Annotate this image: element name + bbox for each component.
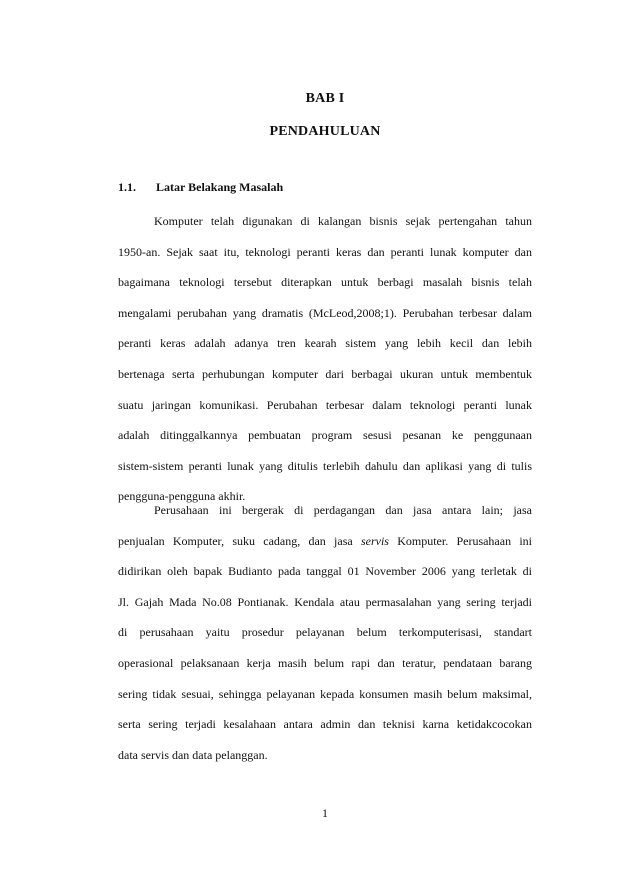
paragraph-line: didirikan oleh bapak Budianto pada tanggal 01 November 2006 yang terletak di bbox=[118, 564, 532, 579]
paragraph-line: sistem-sistem peranti lunak yang ditulis terlebih dahulu dan aplikasi yang di tulis bbox=[118, 458, 532, 473]
paragraph-line: sering tidak sesuai, sehingga pelayanan kepada konsumen masih belum maksimal, bbox=[118, 686, 532, 701]
paragraph-line: Komputer telah digunakan di kalangan bisnis sejak pertengahan tahun bbox=[154, 214, 532, 228]
italic-term: servis bbox=[360, 533, 389, 548]
paragraph-line: pengguna-pengguna akhir. bbox=[118, 489, 246, 504]
paragraph-line: bertenaga serta perhubungan komputer dari berbagai ukuran untuk membentuk bbox=[118, 366, 532, 381]
paragraph-line: Perusahaan ini bergerak di perdagangan dan jasa antara lain; jasa bbox=[154, 503, 532, 517]
paragraph-line: serta sering terjadi kesalahaan antara admin dan teknisi karna ketidakcocokan bbox=[118, 717, 532, 732]
paragraph-line: 1950-an. Sejak saat itu, teknologi peranti keras dan peranti lunak komputer dan bbox=[118, 244, 532, 259]
paragraph bbox=[118, 206, 532, 512]
paragraph-line: operasional pelaksanaan kerja masih belum rapi dan teratur, pendataan barang bbox=[118, 655, 532, 670]
paragraph bbox=[118, 495, 532, 770]
chapter-number: BAB I bbox=[305, 91, 345, 106]
chapter-title: PENDAHULUAN bbox=[269, 124, 381, 139]
paragraph-line bbox=[118, 526, 532, 557]
section-heading bbox=[118, 180, 283, 195]
section-number: 1.1. bbox=[118, 180, 136, 194]
line-text: penjualan Komputer, suku cadang, dan jasa bbox=[118, 533, 361, 548]
paragraph-line: data servis dan data pelanggan. bbox=[118, 747, 268, 762]
paragraph-line: mengalami perubahan yang dramatis (McLeod,2008;1). Perubahan terbesar dalam bbox=[118, 305, 532, 320]
section-title: Latar Belakang Masalah bbox=[156, 180, 284, 194]
paragraph-line: Jl. Gajah Mada No.08 Pontianak. Kendala atau permasalahan yang sering terjadi bbox=[118, 594, 532, 609]
paragraph-line: suatu jaringan komunikasi. Perubahan terbesar dalam teknologi peranti lunak bbox=[118, 397, 532, 412]
paragraph-line: bagaimana teknologi tersebut diterapkan untuk berbagi masalah bisnis telah bbox=[118, 275, 532, 290]
line-text: Komputer. Perusahaan ini bbox=[388, 533, 533, 548]
paragraph-line: adalah ditinggalkannya pembuatan program sesusi pesanan ke penggunaan bbox=[118, 428, 532, 443]
paragraph-line: peranti keras adalah adanya tren kearah sistem yang lebih kecil dan lebih bbox=[118, 336, 532, 351]
page-number: 1 bbox=[322, 806, 328, 820]
paragraph-line: di perusahaan yaitu prosedur pelayanan belum terkomputerisasi, standart bbox=[118, 625, 532, 640]
